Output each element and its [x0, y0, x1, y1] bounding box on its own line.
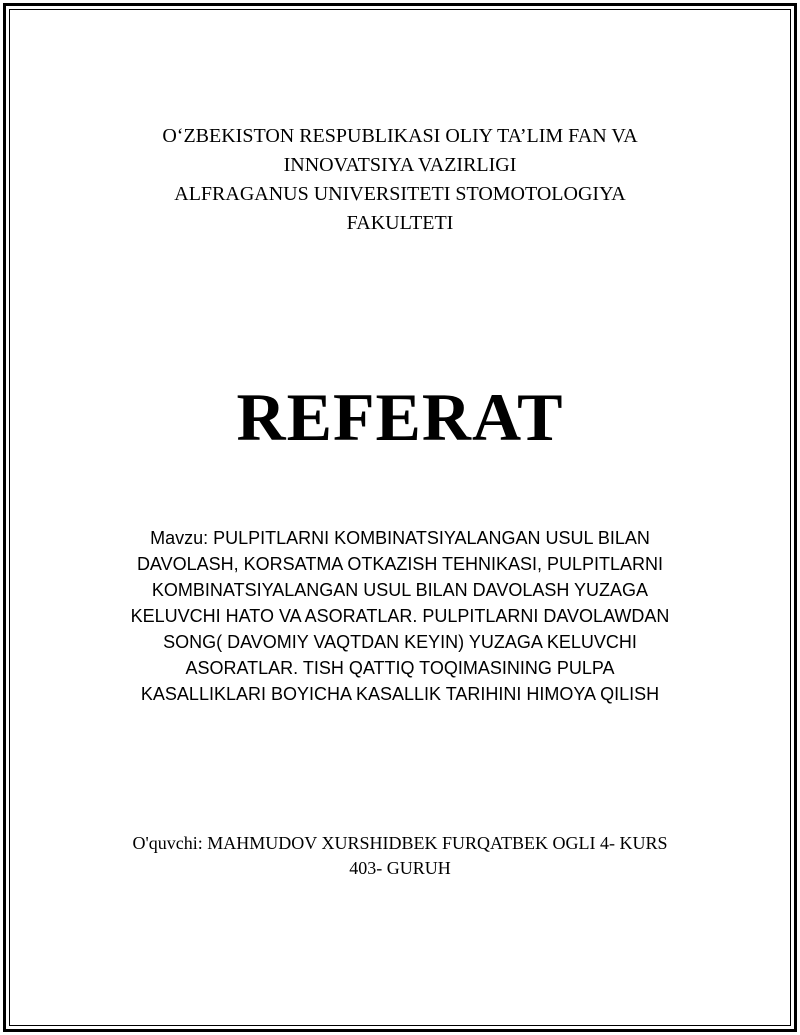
topic-line: ASORATLAR. TISH QATTIQ TOQIMASINING PULPA [185, 658, 615, 678]
topic-line: KASALLIKLARI BOYICHA KASALLIK TARIHINI HIMOYA QILISH [140, 684, 660, 704]
topic-line: DAVOLASH, KORSATMA OTKAZISH TEHNIKASI, PULPITLARNI [136, 554, 664, 574]
topic-line: SONG( DAVOMIY VAQTDAN KEYIN) YUZAGA KELUVCHI [163, 632, 637, 652]
header-line: ALFRAGANUS UNIVERSITETI STOMOTOLOGIYA [174, 183, 626, 205]
document-title: REFERAT [236, 379, 564, 455]
topic-line: Mavzu: PULPITLARNI KOMBINATSIYALANGAN USUL BILAN [150, 528, 650, 548]
student-info [60, 831, 740, 881]
header-line: O‘ZBEKISTON RESPUBLIKASI OLIY TA’LIM FAN VA [162, 125, 638, 147]
topic-line: KOMBINATSIYALANGAN USUL BILAN DAVOLASH YUZAGA [151, 580, 649, 600]
topic-text [60, 525, 740, 707]
header-line: INNOVATSIYA VAZIRLIGI [283, 154, 517, 176]
student-line: O'quvchi: MAHMUDOV XURSHIDBEK FURQATBEK OGLI 4- KURS [132, 833, 668, 853]
topic-line: KELUVCHI HATO VA ASORATLAR. PULPITLARNI DAVOLAWDAN [130, 606, 670, 626]
header-line: FAKULTETI [346, 212, 454, 234]
student-line: 403- GURUH [349, 858, 451, 878]
ministry-header [60, 122, 740, 238]
